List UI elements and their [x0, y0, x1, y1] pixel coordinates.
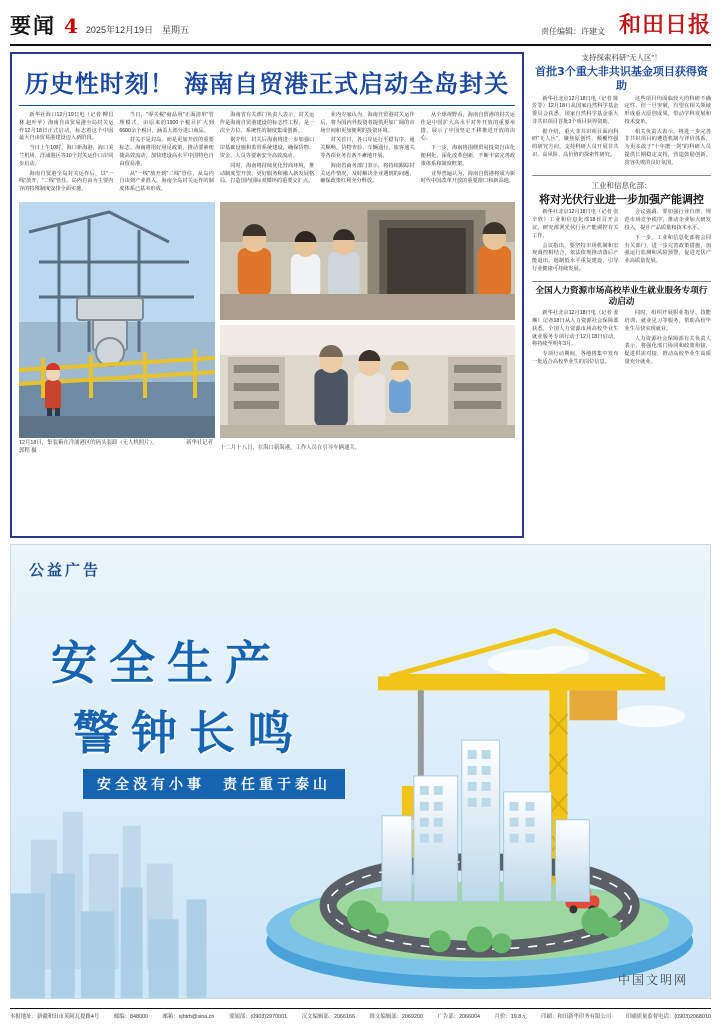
photo-main-wrap	[19, 202, 215, 455]
article-body	[532, 96, 711, 170]
responsible-editor: 责任编辑：许建文	[540, 27, 605, 36]
article-p: 相关负责人表示，将进一步完善非共识项目的遴选机制与评价体系，为更多敢于"十年磨一剑"的科研人员提供长期稳定支持，营造鼓励创新、宽容失败的良好氛围。	[624, 128, 711, 166]
lead-p: 从全球视野看，海南自贸港的封关运作是中国扩大高水平对外开放的重要举措，展示了中国坚定不移推进开放的决心。	[420, 112, 516, 142]
footer-chinese-desk: 汉文编辑部：2066166	[301, 1014, 355, 1020]
lead-p: 据介绍，封关后海南将进一步加强口岸基础设施和监管系统建设，确保货物、资金、人员等要素安全高效流动。	[219, 137, 315, 159]
newspaper-logo: 和田日报	[618, 12, 711, 38]
footer-address: 本报地址：新疆和田市英阿瓦提路4号	[10, 1014, 100, 1020]
article-col-2	[625, 96, 712, 170]
article-p: 据介绍，重大非共识项目面向科研"无人区"，聚焦原创性、颠覆性强的研究方向，支持科研人员开展非共识、高风险、高价值的探索性研究。	[532, 128, 619, 159]
ad-title-line1: 安全生产	[51, 636, 283, 690]
lead-p: 新华社海口12月19日电（记者 柳昌林 赵叶苹）海南自由贸易港全岛封关运作12月18日正式启动，标志着这个中国最大自由贸易港建设迈入新阶段。	[19, 112, 114, 142]
article-p: 会议指出，要坚持市场机制和宏观调控相结合，依法依规推动落后产能退出，遏制低水平重复建设，引导行业健康可持续发展。	[532, 242, 619, 272]
photo-secondary-wrap	[220, 202, 515, 455]
page-footer	[10, 1008, 711, 1020]
footer-email: 邮箱：xjhtrb@sina.cn	[162, 1014, 215, 1020]
photo-port-crane	[19, 202, 215, 438]
article-graduate-employment	[532, 286, 711, 369]
footer-price: 月价：19.8元	[494, 1014, 527, 1020]
lead-p: 业界普遍认为，海南自贸港将成为新时代中国改革开放的重要窗口和新高地。	[420, 170, 516, 185]
page-content	[10, 52, 711, 538]
footer-quality-phone: 印刷质量监督电话：(0903)2068010	[625, 1014, 711, 1020]
lead-headline: 历史性时刻！ 海南自贸港正式启动全岛封关	[24, 70, 510, 98]
article-nonconsensus-fund	[532, 52, 711, 170]
article-kicker: 支持探索科研"无人区"！	[581, 53, 662, 62]
divider	[532, 281, 711, 282]
article-headline: 全国人力资源市场高校毕业生就业服务专项行动启动	[535, 285, 708, 307]
photo-block	[19, 202, 515, 455]
lead-p: 当日上午10时，海口新海港、海口美兰机场、洋浦港区等10个封关运作口岸同步启动。	[19, 145, 114, 167]
page-number: 4	[64, 14, 78, 38]
article-p: 专项行动期间，各地将集中发布一批适合高校毕业生的岗位信息。	[532, 351, 619, 366]
article-col-1	[532, 209, 619, 275]
footer-uyghur-desk: 维文编辑部：2069200	[369, 1014, 423, 1020]
lead-p: 当日，"零关税"商品用"正面清单"管理模式，由原来的1900个税目扩大到6600余个税目，涵盖大部分进口商品。	[119, 112, 214, 134]
lead-col-4	[320, 112, 414, 196]
footer-editorial-phone: 要闻部：(0903)2970001	[228, 1014, 288, 1020]
article-col-2	[625, 209, 712, 275]
article-col-1	[532, 96, 619, 170]
lead-p: 海南自贸港全岛封关运作后，以"一线"放开、"二线"管住、岛内自由为主要内容的特殊制度安排全面实施。	[19, 170, 114, 193]
article-p: 新华社北京12月18日电（记者 姜琳）记者18日从人力资源社会保障部获悉，全国人力资源市场高校毕业生就业服务专项行动于12月18日启动，将持续至明年3月。	[532, 310, 619, 348]
lead-col-1	[19, 112, 113, 196]
lead-story-box	[10, 52, 524, 538]
photo-factory	[220, 202, 515, 320]
ad-label: 公益广告	[29, 561, 102, 579]
article-p: 人力资源社会保障部有关负责人表示，将强化部门协同和政策衔接，促进供需对接，推动高校毕业生高质量充分就业。	[624, 335, 711, 366]
lead-p: 封关不是封岛，而是更加开放的重要标志。海南将用好用足政策，推动要素便捷高效流动，加快建设高水平中国特色自由贸易港。	[119, 137, 214, 167]
masthead	[10, 8, 711, 46]
lead-p: 同时，海南将持续优化营商环境，推动制度型开放，更好服务和融入新发展格局，打造国内国际双循环的重要交汇点。	[219, 162, 315, 185]
article-p: 这些项目均面临较大的科研不确定性，但一旦突破，有望在相关领域形成重大原创成果，带动学科发展和技术变革。	[624, 95, 711, 125]
lead-col-5	[421, 112, 515, 196]
lead-p: 从"一线"放开到"二线"管住，从岛内自由到产业准入，海南全岛封关运作的制度体系已基本形成。	[119, 170, 214, 193]
article-kicker: 工业和信息化部：	[591, 180, 652, 190]
issue-date: 2025年12月19日 星期五	[85, 25, 189, 35]
headline-rule	[19, 105, 515, 106]
article-p: 下一步，工业和信息化部将会同有关部门，进一步完善政策措施，加强运行监测和风险预警，促进光伏产业高质量发展。	[624, 234, 711, 265]
ad-subtitle: 安全没有小事 责任重于泰山	[83, 769, 345, 799]
store-illustration	[220, 325, 515, 438]
article-headline: 将对光伏行业进一步加强产能调控	[539, 192, 704, 206]
factory-illustration	[220, 202, 515, 320]
masthead-left	[10, 10, 189, 40]
article-col-2	[625, 310, 712, 369]
article-p: 新华社北京12月18日电（记者 张辛欣）工业和信息化部18日召开会议，研究部署光伏行业产能调控有关工作。	[532, 209, 619, 239]
lead-p: 封关首日，各口岸运行平稳有序，通关顺畅。货物查验、车辆通行、旅客通关等各项业务有条不紊地开展。	[320, 137, 415, 159]
right-column	[532, 52, 711, 538]
footer-postcode: 邮编：848000	[113, 1014, 148, 1020]
lead-col-2	[119, 112, 213, 196]
lead-p: 业内专家认为，海南自贸港封关运作后，将为国内外投资者提供更加广阔的市场空间和更加便利的投资环境。	[320, 112, 415, 134]
port-crane-illustration	[19, 202, 215, 438]
article-body	[532, 310, 711, 369]
ad-footer-source: 中国文明网	[617, 973, 688, 987]
divider	[532, 175, 711, 176]
article-headline: 首批3个重大非共识基金项目获得资助	[535, 65, 708, 92]
lead-col-3	[220, 112, 314, 196]
footer-printer: 印刷：和田新华印务有限公司	[541, 1014, 612, 1020]
article-p: 新华社北京12月18日电（记者 陈芳等）12月18日从国家自然科学基金委员会获悉，国家自然科学基金重大非共识项目首批3个项目获得资助。	[532, 95, 619, 125]
photo-duty-free-store	[220, 325, 515, 438]
article-p: 会议强调，要加强行业自律，规范市场竞争秩序，推动企业加大研发投入，提升产品质量和技术水平。	[624, 209, 711, 232]
article-body	[532, 209, 711, 275]
lead-body	[19, 112, 515, 196]
photo-secondary-caption: 十二月十八日，在海口新海港，工作人员在引导车辆通关。	[220, 444, 361, 451]
photo-main-caption: 12月18日，集装箱在洋浦港区的码头装卸（无人机照片）。 新华社记者 郭程 摄	[19, 439, 214, 454]
article-p: 同时，组织开展职业指导、技能培训、就业见习等服务，帮助高校毕业生尽快实现就业。	[624, 310, 711, 332]
ad-title-line2: 警钟长鸣	[73, 706, 305, 760]
lead-p: 海南省有关部门负责人表示，封关运作是海南自贸港建设的标志性工程，是一次全方位、系统性的制度集成创新。	[219, 112, 315, 134]
public-service-ad	[10, 544, 711, 999]
article-pv-capacity	[532, 180, 711, 276]
article-col-1	[532, 310, 619, 369]
lead-p: 下一步，海南将围绕贸易投资自由化便利化，深化改革创新，不断丰富完善政策体系和制度框架。	[420, 145, 516, 167]
section-title: 要闻	[10, 14, 56, 38]
footer-ads-phone: 广告部：2066004	[437, 1014, 480, 1020]
lead-p: 海南省商务部门表示，将持续跟踪封关运作情况，及时解决企业遇到的问题，确保政策红利充分释放。	[320, 162, 415, 185]
